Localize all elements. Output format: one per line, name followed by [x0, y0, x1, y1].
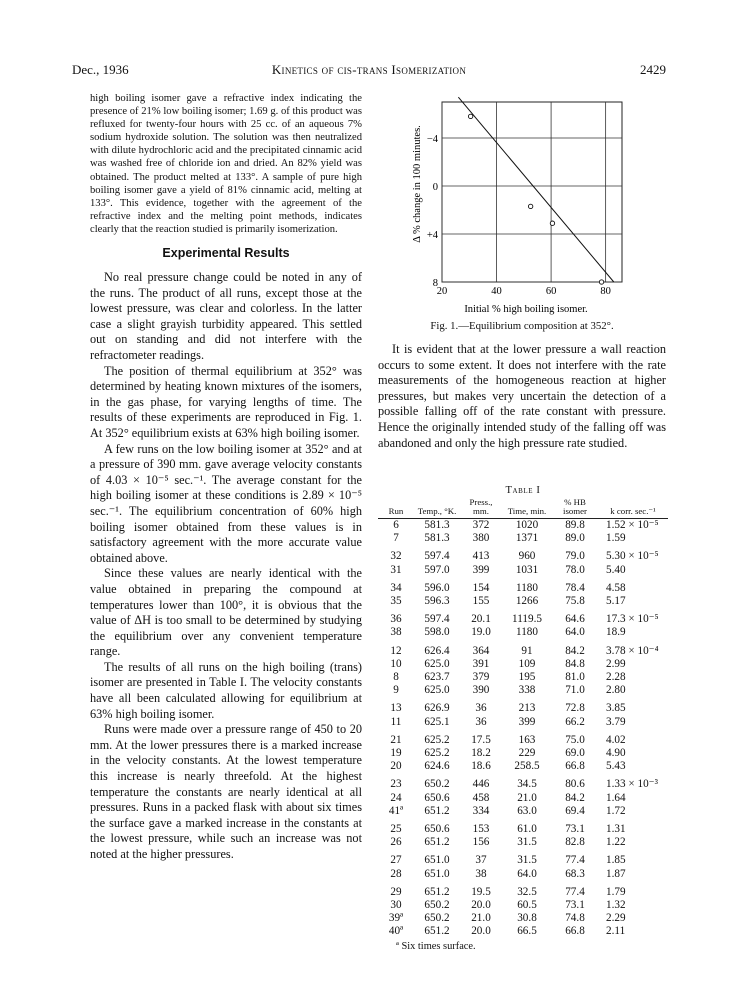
table-cell: 651.2	[424, 836, 450, 849]
table-cell: 1.52 × 10⁻⁵	[606, 519, 659, 531]
table-cell: 596.0	[424, 581, 450, 594]
table-cell: 153	[472, 823, 490, 836]
table-cell: 154	[472, 581, 490, 594]
table-cell: 651.0	[424, 867, 450, 880]
table-cell: 18.9	[606, 626, 626, 639]
table-cell: 21.0	[471, 912, 491, 925]
table-cell: 391	[472, 657, 490, 670]
table-cell: 29	[390, 885, 402, 898]
table-cell: 84.8	[565, 657, 585, 670]
plot-frame	[442, 102, 622, 282]
table-cell: 623.7	[424, 671, 450, 684]
table-cell: 597.4	[424, 550, 450, 563]
table-cell: 27	[390, 854, 402, 867]
paragraph-2: The position of thermal equilibrium at 352° was determined by heating known mixtures of the isomers, in the gas phase, for varying lengths of time. The results of these experiments are reproduced in Fig. 1. At 352° equilibrium exists at 63% high boiling isomer.	[90, 363, 362, 440]
table-cell: 650.6	[424, 823, 450, 836]
page-number: 2429	[640, 62, 666, 77]
table-row	[378, 595, 668, 608]
table-cell: 36	[475, 702, 487, 715]
table-row	[378, 881, 668, 899]
table-row	[378, 912, 668, 925]
table-cell: 625.2	[424, 733, 450, 746]
table-cell: 399	[518, 715, 536, 728]
table-cell: 651.0	[424, 854, 450, 867]
table-cell: 66.5	[517, 925, 537, 938]
table-cell: 20.0	[471, 925, 491, 938]
table-row	[378, 925, 668, 938]
paragraph-5: The results of all runs on the high boiling (trans) isomer are presented in Table I. The velocity constants have all been calculated allowing for equilibrium at 63% high boiling isomer.	[90, 659, 362, 721]
table-cell: 625.2	[424, 747, 450, 760]
data-point	[528, 204, 532, 208]
table-cell: 30.8	[517, 912, 537, 925]
table-cell: 38	[475, 867, 487, 880]
table-cell: 36	[390, 613, 402, 626]
col-header-time: Time, min.	[502, 498, 552, 519]
header-date: Dec., 1936	[72, 62, 129, 77]
table-cell: 364	[472, 644, 490, 657]
table-cell: 1.32	[606, 899, 626, 912]
table-cell: 72.8	[565, 702, 585, 715]
table-row	[378, 519, 668, 533]
table-cell: 2.99	[606, 657, 626, 670]
data-point	[468, 114, 472, 118]
table-cell: 581.3	[424, 532, 450, 545]
table-cell: 21	[390, 733, 402, 746]
table-cell: 7	[393, 532, 399, 545]
table-cell: 2.80	[606, 684, 626, 697]
table-cell: 1.72	[606, 804, 626, 817]
section-heading: Experimental Results	[162, 246, 290, 261]
table-cell: 651.2	[424, 885, 450, 898]
table-cell: 36	[475, 715, 487, 728]
y-axis-label: Δ % change in 100 minutes.	[412, 125, 423, 243]
chart-ticks	[427, 134, 611, 297]
y-tick-label: 0	[432, 182, 438, 193]
body-paragraphs	[90, 270, 362, 863]
table-cell: 598.0	[424, 626, 450, 639]
col-header-k: k corr. sec.⁻¹	[598, 498, 668, 519]
table-cell: 650.6	[424, 791, 450, 804]
table-cell: 380	[472, 532, 490, 545]
table-cell: 19.0	[471, 626, 491, 639]
table-cell: 18.2	[471, 747, 491, 760]
table-cell: 81.0	[565, 671, 585, 684]
table-cell: 23	[390, 778, 402, 791]
table-cell: 80.6	[565, 778, 585, 791]
table-row	[378, 868, 668, 881]
table-cell: 77.4	[565, 885, 585, 898]
table-cell: 4.58	[606, 581, 626, 594]
fit-line	[458, 97, 613, 282]
table-cell: 21.0	[517, 791, 537, 804]
table-cell: 35	[390, 595, 402, 608]
table-row	[378, 849, 668, 867]
table-cell: 372	[472, 519, 490, 531]
table-cell: 1371	[515, 532, 539, 545]
table-cell: 78.0	[565, 563, 585, 576]
table-cell: 84.2	[565, 791, 585, 804]
intro-paragraph: high boiling isomer gave a refractive index indicating the presence of 21% low boiling isomer; 1.69 g. of this product was refluxed for twenty-four hours with 25 cc. of an aqueous 7% sodium hydroxide solution. The solution was then neutralized with dilute hydrochloric acid and the precipitated cinnamic acid was washed free of chloride ion and dried. An 82% yield was obtained. The product melted at 133°. A sample of pure high boiling isomer gave a yield of 81% cinnamic acid, melting at 133°. This evidence, together with the agreement of the refractive index and the melting point methods, indicates clearly that the reaction studied is primarily isomerization.	[90, 93, 362, 235]
table-row	[378, 747, 668, 760]
right-column-text	[378, 342, 666, 451]
x-tick-label: 20	[436, 286, 448, 297]
x-tick-label: 60	[545, 286, 557, 297]
table-cell: 960	[518, 550, 536, 563]
table-cell: 84.2	[565, 644, 585, 657]
table-cell: 379	[472, 671, 490, 684]
table-cell: 651.2	[424, 925, 450, 938]
table-cell: 73.1	[565, 899, 585, 912]
table-row	[378, 805, 668, 818]
table-cell: 3.79	[606, 715, 626, 728]
figure-caption: Fig. 1.—Equilibrium composition at 352°.	[430, 320, 614, 332]
table-cell: 156	[472, 836, 490, 849]
table-cell: 31	[390, 563, 402, 576]
table-cell: 68.3	[565, 867, 585, 880]
table-cell: 74.8	[565, 912, 585, 925]
table-row	[378, 792, 668, 805]
table-row	[378, 532, 668, 545]
right-paragraph: It is evident that at the lower pressure a wall reaction occurs to some extent. It does not interfere with the rate measurements of the homogeneous reaction at higher pressures, but makes very uncertain the detection of a possible falling off of the rate constant with pressure. Hence the originally intended study of the falling off was abandoned and only the high pressure rate studied.	[378, 342, 666, 450]
table-cell: 4.90	[606, 747, 626, 760]
table-cell: 31.5	[517, 854, 537, 867]
table-cell: 18.6	[471, 760, 491, 773]
table-cell: 3.78 × 10⁻⁴	[606, 644, 659, 657]
table-cell: 66.8	[565, 760, 585, 773]
table-cell: 597.4	[424, 613, 450, 626]
table-cell: 109	[518, 657, 536, 670]
table-cell: 624.6	[424, 760, 450, 773]
table-cell: 8	[393, 671, 399, 684]
table-cell: 155	[472, 595, 490, 608]
table-row	[378, 640, 668, 658]
col-header-run: Run	[378, 498, 414, 519]
table-cell: 26	[390, 836, 402, 849]
y-tick-label: −4	[426, 134, 438, 145]
table-cell: 213	[518, 702, 536, 715]
table-cell: 34.5	[517, 778, 537, 791]
table-cell: 77.4	[565, 854, 585, 867]
table-cell: 31.5	[517, 836, 537, 849]
table-cell: 39ª	[388, 912, 404, 925]
table-cell: 64.0	[517, 867, 537, 880]
table-cell: 89.0	[565, 532, 585, 545]
table-cell: 37	[475, 854, 487, 867]
data-point	[550, 221, 554, 225]
table-cell: 89.8	[565, 519, 585, 531]
table-cell: 413	[472, 550, 490, 563]
table-title: Table I	[505, 485, 541, 496]
table-cell: 596.3	[424, 595, 450, 608]
table-cell: 651.2	[424, 804, 450, 817]
table-cell: 91	[521, 644, 533, 657]
table-cell: 1.22	[606, 836, 626, 849]
table-cell: 625.0	[424, 684, 450, 697]
table-cell: 399	[472, 563, 490, 576]
table-row	[378, 658, 668, 671]
header-title: Kinetics of cis-trans Isomerization	[271, 62, 467, 77]
table-cell: 163	[518, 733, 536, 746]
table-row	[378, 899, 668, 912]
table-cell: 20.1	[471, 613, 491, 626]
paragraph-4: Since these values are nearly identical with the value obtained in preparing the compound at temperatures lower than 100°, it is obvious that the value of ΔH is too small to be determined by studying the equilibrium over any convenient temperature range.	[90, 566, 362, 659]
table-cell: 19.5	[471, 885, 491, 898]
table-cell: 446	[472, 778, 490, 791]
table-cell: 3.85	[606, 702, 626, 715]
table-row	[378, 608, 668, 626]
table-cell: 30	[390, 899, 402, 912]
table-cell: 258.5	[514, 760, 540, 773]
table-cell: 1266	[515, 595, 539, 608]
table-cell: 9	[393, 684, 399, 697]
table-cell: 75.0	[565, 733, 585, 746]
table-cell: 1020	[515, 519, 539, 531]
table-cell: 12	[390, 644, 402, 657]
table-row	[378, 577, 668, 595]
table-row	[378, 716, 668, 729]
table-cell: 69.0	[565, 747, 585, 760]
table-body	[378, 519, 668, 939]
table-row	[378, 684, 668, 697]
data-point	[599, 280, 603, 284]
table-cell: 71.0	[565, 684, 585, 697]
table-cell: 5.17	[606, 595, 626, 608]
table-cell: 66.8	[565, 925, 585, 938]
table-cell: 34	[390, 581, 402, 594]
col-header-hb: % HB isomer	[552, 498, 598, 519]
data-table	[378, 498, 668, 939]
table-cell: 2.28	[606, 671, 626, 684]
table-cell: 25	[390, 823, 402, 836]
table-1	[378, 485, 668, 952]
table-cell: 5.43	[606, 760, 626, 773]
table-cell: 5.40	[606, 563, 626, 576]
table-cell: 6	[393, 519, 399, 531]
table-header-row	[378, 498, 668, 519]
col-header-press: Press., mm.	[460, 498, 502, 519]
table-row	[378, 697, 668, 715]
table-cell: 458	[472, 791, 490, 804]
chart-grid	[442, 102, 622, 282]
table-cell: 2.11	[606, 925, 626, 938]
table-cell: 79.0	[565, 550, 585, 563]
table-cell: 1.64	[606, 791, 626, 804]
table-cell: 390	[472, 684, 490, 697]
table-cell: 1.31	[606, 823, 626, 836]
table-cell: 4.02	[606, 733, 626, 746]
table-cell: 2.29	[606, 912, 626, 925]
table-row	[378, 836, 668, 849]
table-row	[378, 760, 668, 773]
table-cell: 625.1	[424, 715, 450, 728]
table-cell: 78.4	[565, 581, 585, 594]
table-cell: 1.87	[606, 867, 626, 880]
table-cell: 11	[390, 715, 402, 728]
table-cell: 1.33 × 10⁻³	[606, 778, 658, 791]
table-cell: 626.4	[424, 644, 450, 657]
chart-marks	[458, 97, 613, 284]
table-row	[378, 729, 668, 747]
table-footnote: ª Six times surface.	[396, 940, 476, 952]
table-cell: 19	[390, 747, 402, 760]
table-cell: 650.2	[424, 778, 450, 791]
table-cell: 40ª	[388, 925, 404, 938]
table-cell: 61.0	[517, 823, 537, 836]
table-cell: 1031	[515, 563, 539, 576]
figure-1	[408, 96, 634, 336]
table-row	[378, 773, 668, 791]
table-row	[378, 671, 668, 684]
table-row	[378, 564, 668, 577]
paragraph-6: Runs were made over a pressure range of 450 to 20 mm. At the lower pressures there is a marked increase in the velocity constants. At the lowest temperature this increase is nearly threefold. At the highest temperature the constants are nearly identical at all pressures. Runs in a packed flask with about six times the surface gave a marked increase in the constants at the lowest pressure, while such an increase was not noted at the higher pressures.	[90, 722, 362, 861]
table-cell: 28	[390, 867, 402, 880]
table-cell: 334	[472, 804, 490, 817]
table-cell: 60.5	[517, 899, 537, 912]
table-cell: 63.0	[517, 804, 537, 817]
y-tick-label: +4	[426, 230, 438, 241]
table-cell: 66.2	[565, 715, 585, 728]
x-axis-label: Initial % high boiling isomer.	[464, 304, 588, 315]
table-row	[378, 626, 668, 639]
table-cell: 38	[390, 626, 402, 639]
paragraph-3: A few runs on the low boiling isomer at 352° and at a pressure of 390 mm. gave average velocity constants of 4.03 × 10⁻⁵ sec.⁻¹. The average constant for the high boiling isomer at these conditions is 2.89 × 10⁻⁵ sec.⁻¹. The equilibrium concentration of 60% high boiling isomer obtained from these values is in satisfactory agreement with the more accurate value obtained above.	[90, 441, 362, 565]
table-cell: 17.3 × 10⁻⁵	[606, 613, 659, 626]
y-tick-label: 8	[432, 278, 438, 289]
table-cell: 597.0	[424, 563, 450, 576]
table-cell: 82.8	[565, 836, 585, 849]
table-cell: 1.79	[606, 885, 626, 898]
table-cell: 5.30 × 10⁻⁵	[606, 550, 659, 563]
table-row	[378, 818, 668, 836]
table-cell: 20	[390, 760, 402, 773]
table-cell: 75.8	[565, 595, 585, 608]
running-header	[72, 62, 666, 78]
table-cell: 195	[518, 671, 536, 684]
table-cell: 625.0	[424, 657, 450, 670]
table-cell: 64.0	[565, 626, 585, 639]
table-cell: 64.6	[565, 613, 585, 626]
paragraph-1: No real pressure change could be noted in any of the runs. The product of all runs, except those at the lowest pressure, was clear and colorless. In the latter case a slight grayish turbidity appeared. This settled out on standing and did not interfere with the refractometer readings.	[90, 270, 362, 362]
table-cell: 32	[390, 550, 402, 563]
table-cell: 626.9	[424, 702, 450, 715]
table-cell: 10	[390, 657, 402, 670]
x-tick-label: 80	[600, 286, 611, 297]
table-cell: 69.4	[565, 804, 585, 817]
table-cell: 17.5	[471, 733, 491, 746]
table-cell: 41ª	[388, 804, 404, 817]
table-row	[378, 545, 668, 563]
table-cell: 1180	[516, 581, 538, 594]
equilibrium-chart	[408, 96, 634, 318]
table-cell: 1180	[516, 626, 538, 639]
left-column	[90, 92, 362, 863]
table-cell: 73.1	[565, 823, 585, 836]
table-cell: 229	[518, 747, 536, 760]
table-cell: 581.3	[424, 519, 450, 531]
table-cell: 650.2	[424, 899, 450, 912]
table-cell: 650.2	[424, 912, 450, 925]
table-cell: 338	[518, 684, 536, 697]
x-tick-label: 40	[491, 286, 502, 297]
table-cell: 13	[390, 702, 402, 715]
col-header-temp: Temp., °K.	[414, 498, 460, 519]
table-cell: 24	[390, 791, 402, 804]
table-cell: 1119.5	[512, 613, 542, 626]
table-cell: 32.5	[517, 885, 537, 898]
table-cell: 20.0	[471, 899, 491, 912]
table-cell: 1.59	[606, 532, 626, 545]
table-cell: 1.85	[606, 854, 626, 867]
